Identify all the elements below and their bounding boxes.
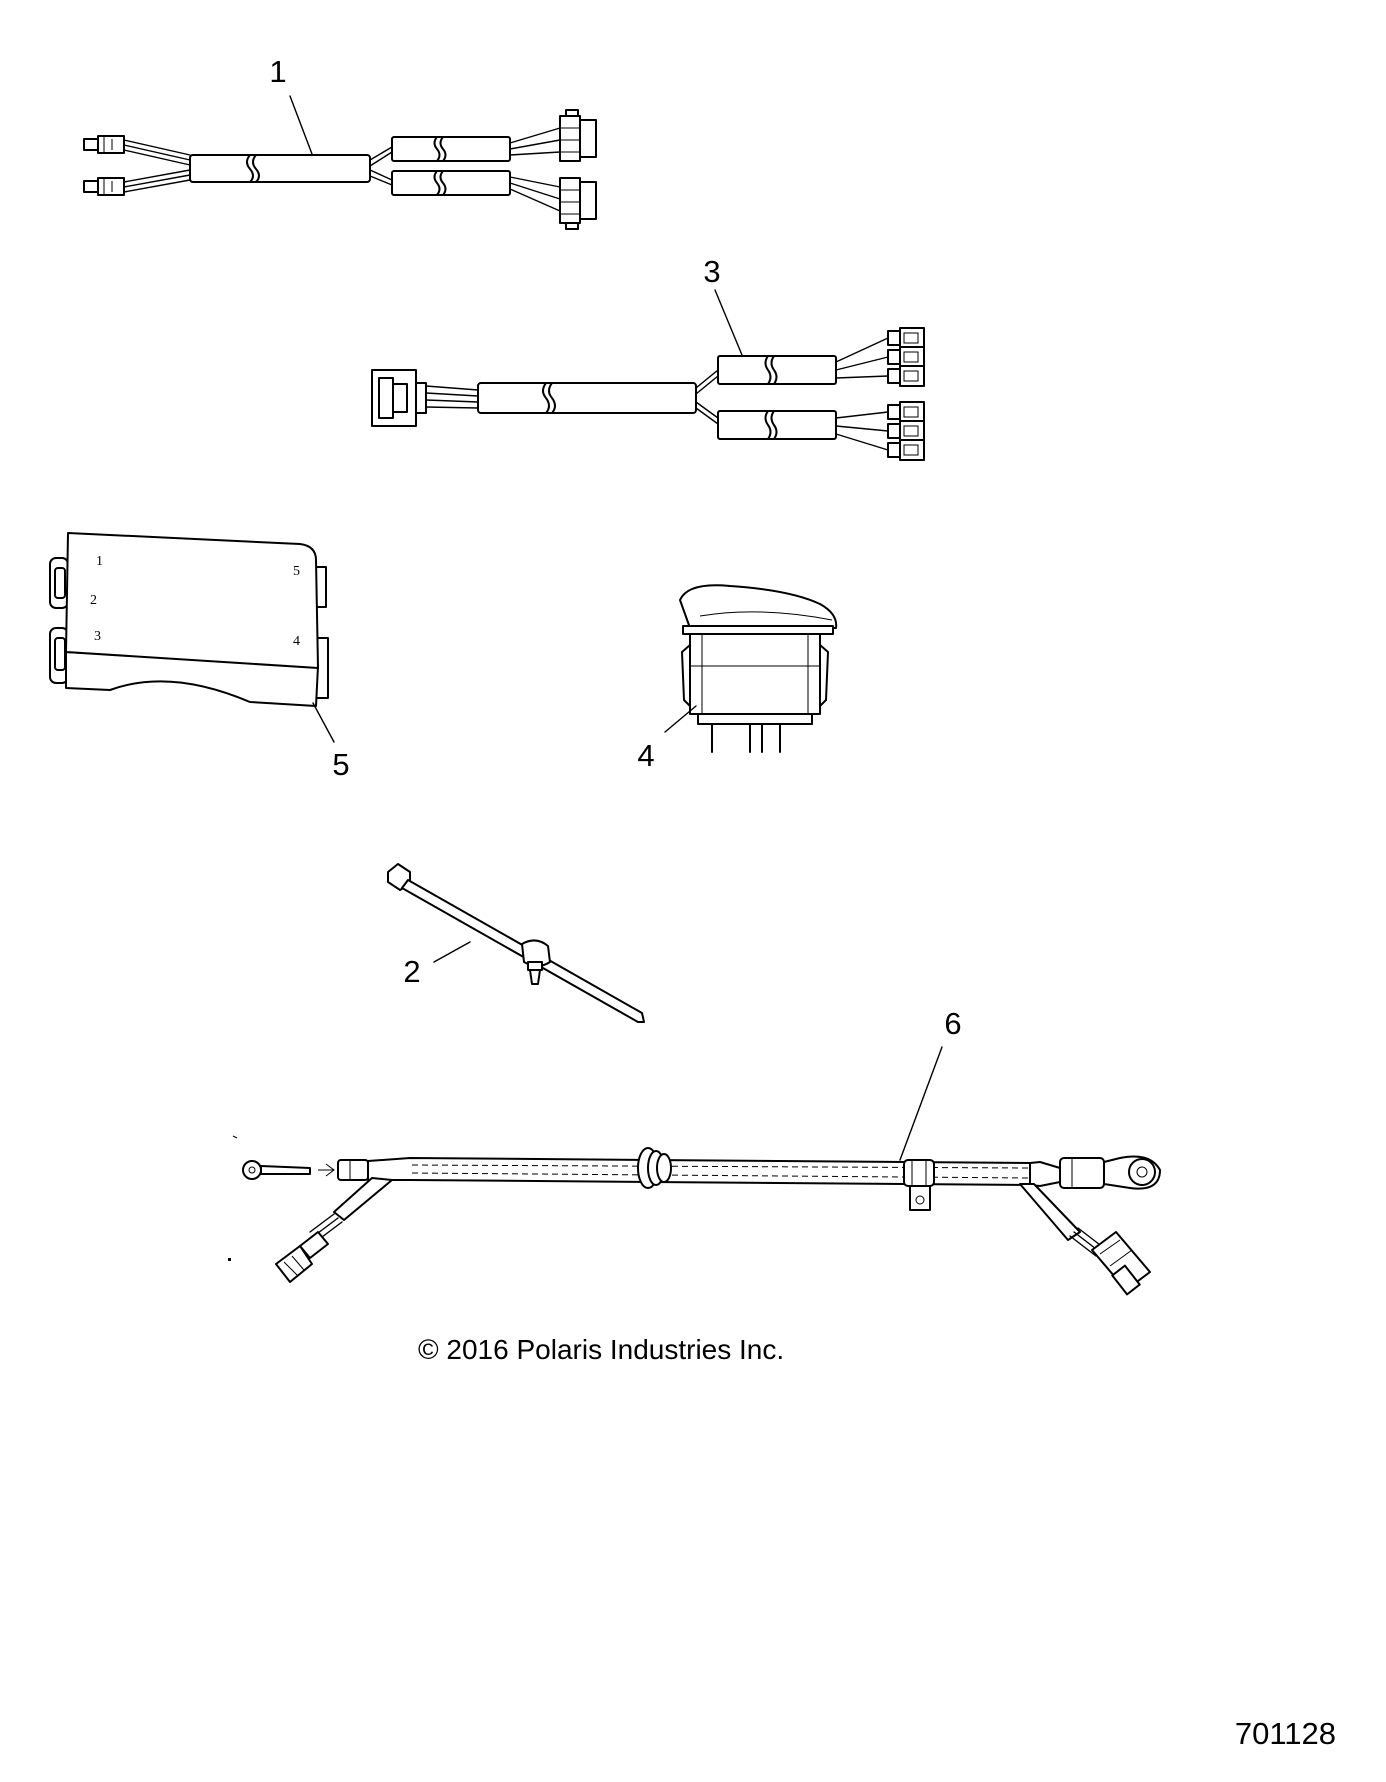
callout-4: 4 (637, 738, 655, 773)
switch-position-4: 4 (293, 634, 300, 649)
switch-position-1: 1 (96, 554, 103, 569)
part-6-cable-harness (228, 1006, 1160, 1294)
part-6-ring-terminal-left (243, 1161, 334, 1179)
figure-number: 701128 (1234, 1716, 1336, 1751)
leader-line-6 (900, 1047, 942, 1160)
callout-6: 6 (944, 1006, 962, 1041)
part-2-cable-tie (388, 864, 644, 1022)
part-1-harness (84, 54, 596, 229)
part-6-connector-left (276, 1232, 328, 1282)
callout-3: 3 (703, 254, 721, 289)
part-6-connector-right (1092, 1232, 1150, 1294)
part-1-right-connector-top (560, 110, 596, 161)
switch-position-2: 2 (90, 593, 97, 608)
callout-5: 5 (332, 747, 350, 782)
part-1-left-connector-top (84, 136, 124, 153)
part-4-terminal-pins (712, 724, 780, 752)
part-1-left-connector-bottom (84, 178, 124, 195)
callout-2: 2 (403, 954, 421, 989)
switch-position-3: 3 (94, 629, 101, 644)
part-3-harness (372, 254, 924, 460)
leader-line-2 (434, 942, 470, 962)
part-3-spade-terminals (888, 328, 924, 460)
part-4-rocker-switch (637, 585, 836, 773)
switch-position-5: 5 (293, 564, 300, 579)
part-6-grommet (638, 1148, 671, 1188)
leader-line-5 (313, 703, 334, 742)
part-6-clip (904, 1160, 934, 1210)
part-6-ring-terminal-right (1104, 1157, 1160, 1189)
leader-line-3 (715, 290, 742, 355)
part-5-switch-block (50, 533, 350, 782)
leader-line-4 (665, 706, 696, 732)
callout-1: 1 (269, 54, 287, 89)
leader-line-1 (290, 96, 312, 154)
copyright-text: © 2016 Polaris Industries Inc. (418, 1334, 785, 1365)
part-3-left-connector (372, 370, 426, 426)
part-1-right-connector-bottom (560, 178, 596, 229)
